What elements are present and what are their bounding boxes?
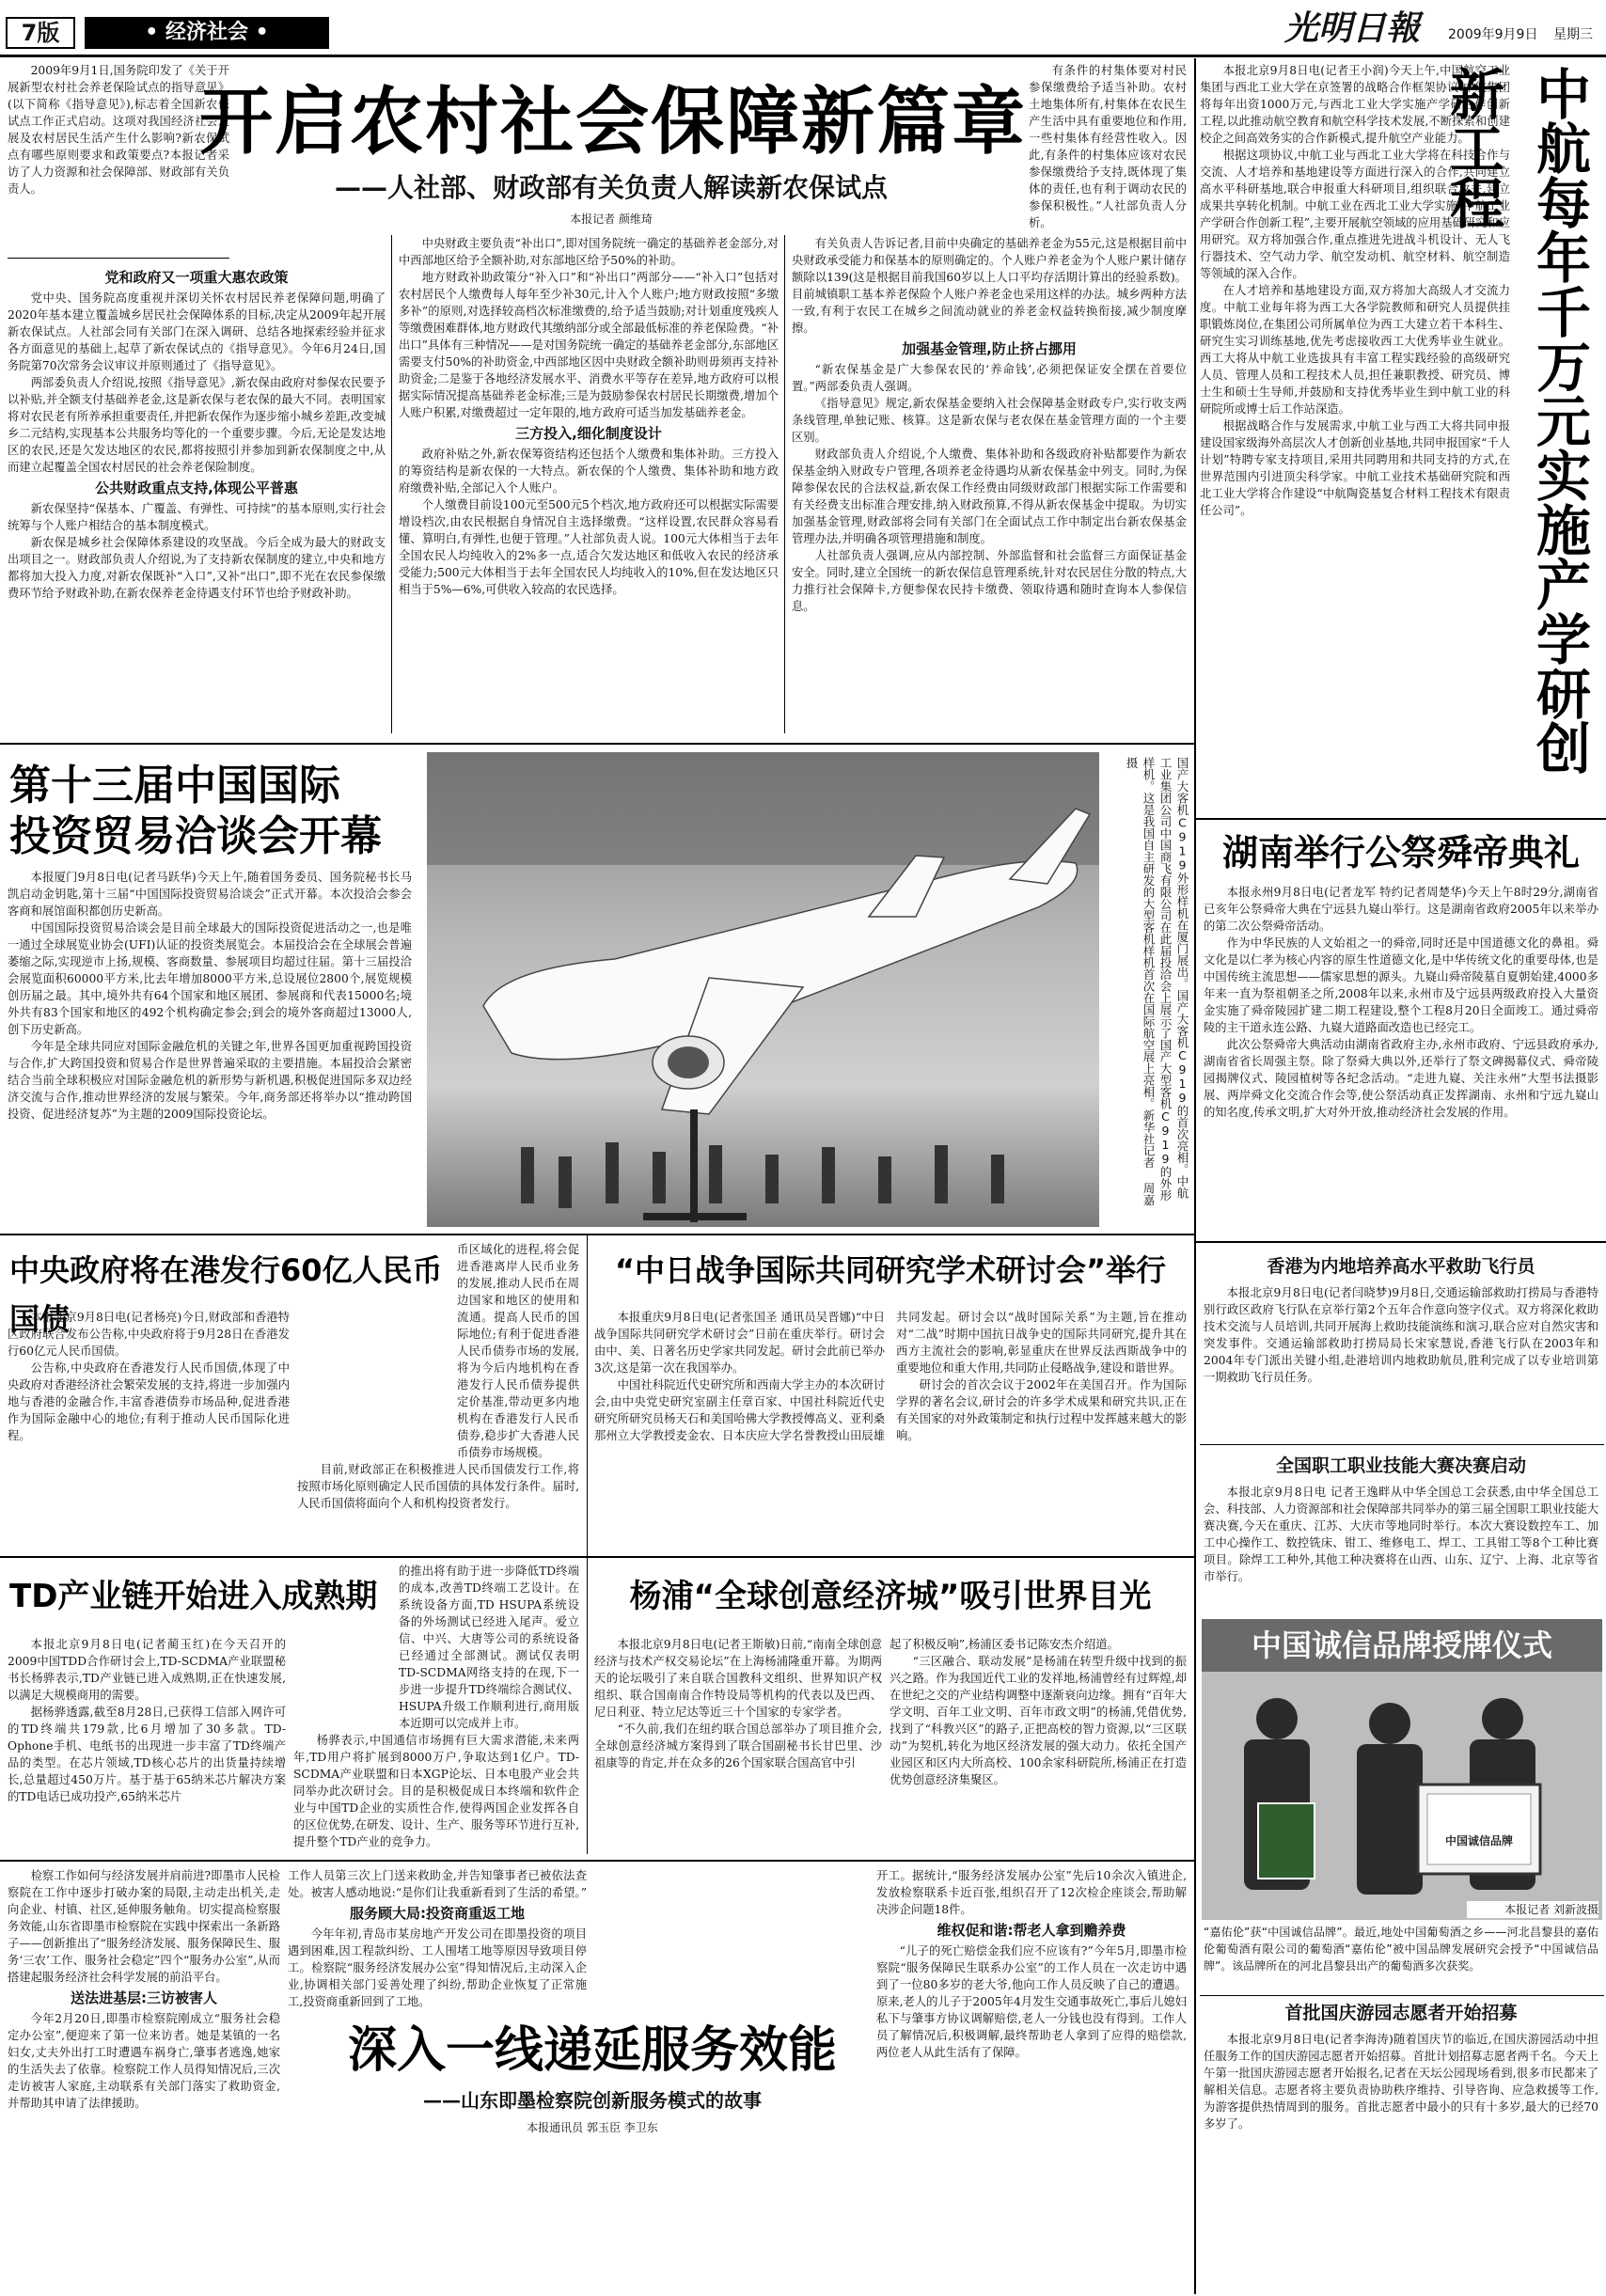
skills-para-1: 本报北京9月8日电 记者王逸畔从中华全国总工会获悉,由中华全国总工会、科技部、人力资源部和社会保障部共同举办的第三届全国职工职业技能大赛决赛,今天在重庆、江苏、大庆市等地同时举行。本次大赛设数控车工、加工中心操作工、数控铣床、钳工、维修电工、焊工、工具钳工等8个工种比赛项目。除焊工工种外,其他工种决赛将在山西、山东、辽宁、上海、北京等省市举行。 bbox=[1204, 1486, 1598, 1583]
td-body bbox=[8, 1636, 286, 1852]
lead-para-1: 党中央、国务院高度重视并深切关怀农村居民养老保障问题,明确了2020年基本建立覆盖城乡居民社会保障体系的目标,决定从2009年起开展新农保试点。人社部会同有关部门在深入调研、总结各地探索经验并征求各方面意见的基础上,起草了新农保试点的《指导意见》。今年6月24日,国务院第70次常务会议审议并原则通过了《指导意见》。 bbox=[8, 291, 386, 372]
sino-japan-para-3: 研讨会的首次会议于2002年在美国召开。作为国际学界的著名会议,研讨会的许多学术成果和研究共识,正在有关国家的对外政策制定和执行过程中发挥越来越大的影响。 bbox=[896, 1378, 1187, 1442]
lead-para-10: 有关负责人告诉记者,目前中央确定的基础养老金为55元,这是根据目前中央财政承受能力和保基本的原则确定的。个人账户养老金为个人账户累计储存额除以139(这是根据目前我国60岁以上人口平均存活期计算出的经验系数)。目前城镇职工基本养老保险个人账户养老金也采用这样的办法。城乡两种方法一致,有利于农民工在城乡之间流动就业的养老金权益转换衔接,减少制度摩擦。 bbox=[792, 237, 1187, 335]
avic-para-2: 根据这项协议,中航工业与西北工业大学将在科技合作与交流、人才培养和基地建设等方面进行深入的合作,共同建立高水平科研基地,联合申报重大科研项目,组织联合攻关,建立成果共享转化机制。中航工业在西北工业大学实施“中航工业产学研合作创新工程”,主要开展航空领域的应用基础研究和应用研究。双方将加强合作,重点推进先进战斗机设计、无人飞行器技术、空气动力学、航空发动机、航空材料、航空制造等领域的深入合作。 bbox=[1200, 149, 1510, 280]
hunan-headline: 湖南举行公祭舜帝典礼 bbox=[1221, 832, 1580, 873]
lead-para-7: 政府补贴之外,新农保筹资结构还包括个人缴费和集体补助。三方投入的筹资结构是新农保的一大特点。新农保的个人缴费、集体补助和地方政府缴费补贴,全部记入个人账户。 bbox=[399, 448, 779, 495]
sino-japan-para-2: 中国社科院近代史研究所和西南大学主办的本次研讨会,由中央党史研究室副主任章百家、中国社科院近代史研究所研究员杨天石和美国哈佛大学教授傅高义、亚利桑那州立大学教授麦金农、日本庆应大学名誉教授山田辰雄共同发起。研讨会以“战时国际关系”为主题,旨在推动对“二战”时期中国抗日战争史的国际共同研究,提升其在西方主流社会的影响,彰显重庆在世界反法西斯战争中的重要地位和重大作用,共同防止侵略战争,建设和谐世界。 bbox=[594, 1311, 1187, 1442]
jimo-byline: 本报通讯员 郭玉臣 李卫东 bbox=[395, 2117, 790, 2138]
lead-col-divider-1 bbox=[391, 235, 392, 733]
lead-subhead-4: 加强基金管理,防止挤占挪用 bbox=[902, 340, 1077, 357]
volunteer-body bbox=[1204, 2031, 1598, 2290]
lead-para-13: 财政部负责人介绍说,个人缴费、集体补助和各级政府补贴都要作为新农保基金纳入财政专户管理,各项养老金待遇均从新农保基金中列支。同时,为保障参保农民的合法权益,新农保工作经费由同级财政部门根据实际工作需要和有关经费支出标准合理安排,纳入财政预算,不得从新农保基金中提取。为切实加强基金管理,财政部将会同有关部门在全面试点工作中制定出台新农保基金管理办法,并明确各项管理措施和制度。 bbox=[792, 448, 1187, 545]
hk-flight-body bbox=[1204, 1284, 1598, 1439]
hunan-para-2: 作为中华民族的人文始祖之一的舜帝,同时还是中国道德文化的鼻祖。舜文化是以仁孝为核心内容的原生性道德文化,是中华传统文化的重要母体,也是中国传统主流思想——儒家思想的源头。九嶷山舜帝陵墓自夏朝始建,4000多年来一直为祭祖朝圣之所,2008年以来,永州市及宁远县两级政府投入大量资金实施了舜帝陵园扩建二期工程建设,整个工程8月20日全面竣工。通过舜帝陵的主干道永连公路、九嶷大道路面改造也已经完工。 bbox=[1204, 936, 1598, 1034]
trade-fair-para-3: 今年是全球共同应对国际金融危机的关键之年,世界各国更加重视跨国投资与合作,扩大跨国投资和贸易合作是世界普遍采取的主要措施。本届投洽会紧密结合当前全球积极应对国际金融危机的新形势与新机遇,积极促进国际多双边经济交流与合作,推动世界经济的发展与繁荣。今年,商务部还将举办以“推动跨国投资、促进经济复苏”为主题的2009国际投资论坛。 bbox=[8, 1040, 412, 1121]
right-divider-3 bbox=[1200, 1444, 1604, 1445]
sino-japan-headline: “中日战争国际共同研究学术研讨会”举行 bbox=[614, 1252, 1167, 1288]
lead-para-14: 人社部负责人强调,应从内部控制、外部监督和社会监督三方面保证基金安全。同时,建立全国统一的新农保信息管理系统,针对农民居住分散的特点,大力推行社会保障卡,方便参保农民持卡缴费、领取待遇和随时查询本人参保信息。 bbox=[792, 549, 1187, 613]
volunteer-title: 首批国庆游园志愿者开始招募 bbox=[1284, 2003, 1518, 2023]
td-para-1: 本报北京9月8日电(记者蔺玉红)在今天召开的2009中国TDD合作研讨会上,TD-SCDMA产业联盟秘书长杨骅表示,TD产业链已进入成熟期,正在快速发展,以满足大规模商用的需要。 bbox=[8, 1638, 286, 1702]
jimo-para-1: 检察工作如何与经济发展并肩前进?即墨市人民检察院在工作中逐步打破办案的局限,主动走出机关,走向企业、村镇、社区,延伸服务触角。切实提高检察服务效能,山东省即墨市检察院在实践中探索出一条新路子——创新推出了“服务经济发展、服务保障民生、服务‘三农’工作、服务社会稳定”四个“服务办公室”,从而搭建起服务经济社会科学发展的前沿平台。 bbox=[8, 1869, 280, 1984]
paper-name-logo: 光明日報 bbox=[1283, 8, 1420, 48]
c919-aircraft-illustration bbox=[427, 752, 1099, 1227]
hk-flight-title: 香港为内地培养高水平救助飞行员 bbox=[1267, 1256, 1535, 1277]
jimo-subtitle: ——山东即墨检察院创新服务模式的故事 bbox=[301, 2085, 884, 2115]
jimo-subhead-3: 维权促和谐:帮老人拿到赡养费 bbox=[937, 1922, 1126, 1939]
lead-subhead-2: 公共财政重点支持,体现公平普惠 bbox=[95, 480, 298, 496]
lead-intro bbox=[8, 62, 229, 255]
page-number-badge: 7版 bbox=[6, 17, 75, 49]
mid-divider-1 bbox=[587, 1234, 588, 1854]
lead-para-5: 中央财政主要负责“补出口”,即对国务院统一确定的基础养老金部分,对中西部地区给予全额补助,对东部地区给予50%的补助。 bbox=[399, 237, 779, 267]
integrity-plaque-text: 中国诚信品牌 bbox=[1444, 1834, 1513, 1848]
yangpu-para-1: 本报北京9月8日电(记者王斯敏)日前,“南南全球创意经济与技术产权交易论坛”在上海杨浦隆重开幕。为期两天的论坛吸引了来自联合国教科文组织、世界知识产权组织、联合国南南合作特设局等机构的代表以及巴西、尼日利亚、特立尼达等近三十个国家的专家学者。 bbox=[594, 1638, 882, 1719]
yangpu-col-2 bbox=[890, 1636, 1187, 1852]
rmb-bonds-para-2: 公告称,中央政府在香港发行人民币国债,体现了中央政府对香港经济社会繁荣发展的支持,将进一步加强内地与香港的金融合作,丰富香港债券市场品种,促进香港作为国际金融中心的地位;有利于推动人民币国际化进程。 bbox=[8, 1361, 290, 1442]
c919-photo-caption: 国产大客机C919外形样机在厦门展出。国产大客机C919的首次亮相。中航工业集团公司中国商飞有限公司在此届投洽会上展示了国产大型客机C919的外形样机。这是我国自主研发的大型客机样机首次在国际航空展上亮相。新华社记者 周嘉摄 bbox=[1125, 757, 1189, 1206]
section-rule-right-1 bbox=[1196, 818, 1606, 820]
issue-weekday: 星期三 bbox=[1553, 27, 1593, 42]
right-column-divider-top bbox=[1194, 58, 1196, 818]
td-para-3: 的推出将有助于进一步降低TD终端的成本,改善TD终端工艺设计。在系统设备方面,TD HSUPA系统设备的外场测试已经进入尾声。爱立信、中兴、大唐等公司的系统设备已经通过全部测试。测试仅表明TD-SCDMA网络支持的在现,下一步进一步提升TD终端综合测试仪、HSUPA升级工作顺利进行,商用版本近期可以完成并上市。 bbox=[399, 1565, 579, 1730]
avic-para-3: 在人才培养和基地建设方面,双方将加大高级人才交流力度。中航工业每年将为西工大各学院教师和研究人员提供挂职锻炼岗位,在集团公司所属单位为西工大建立若干本科生、研究生实习训练基地,优先考虑接收西工大优秀毕业生就业。西工大将从中航工业选拔具有丰富工程实践经验的高级研究人员、管理人员和工程技术人员,担任兼职教授、研究员、博士生和硕士生导师,并鼓励和支持优秀毕业生到中航工业的科研院所或博士后工作站深造。 bbox=[1200, 284, 1510, 416]
masthead bbox=[0, 0, 1606, 58]
lead-para-3: 新农保坚持“保基本、广覆盖、有弹性、可持续”的基本原则,实行社会统筹与个人账户相结合的基本制度模式。 bbox=[8, 502, 386, 532]
hunan-para-3: 此次公祭舜帝大典活动由湖南省政府主办,永州市政府、宁远县政府承办,湖南省省长周强主祭。除了祭舜大典以外,还举行了祭文碑揭幕仪式、舜帝陵园揭牌仪式、陵园植树等各纪念活动。“走进九嶷、关注永州”大型书法摄影展、两岸舜文化交流合作会等,使公祭活动真正发挥湖南、永州和宁远九嶷山的知名度,传承文明,扩大对外开放,推动经济社会发展的作用。 bbox=[1204, 1038, 1598, 1119]
skills-body bbox=[1204, 1484, 1598, 1613]
yangpu-body bbox=[594, 1636, 882, 1852]
lead-para-12: 《指导意见》规定,新农保基金要纳入社会保障基金财政专户,实行收支两条线管理,单独记账、核算。这是新农保与老农保在基金管理方面的一个主要区别。 bbox=[792, 397, 1187, 444]
jimo-subhead-1: 送法进基层:三访被害人 bbox=[71, 1989, 217, 2006]
integrity-caption: “嘉佑伦”获“中国诚信品牌”。最近,地处中国葡萄酒之乡——河北昌黎县的嘉佑伦葡萄酒有限公司的葡萄酒“嘉佑伦”被中国品牌发展研究会授予“中国诚信品牌”。该品牌所在的河北昌黎县出产的葡萄酒多次获奖。 bbox=[1204, 1926, 1598, 1973]
td-para-2: 据杨骅透露,截至8月28日,已获得工信部入网许可的TD终端共179款,比6月增加了30多款。TD-Ophone手机、电纸书的出现进一步丰富了TD终端产品的类型。在芯片领域,TD核心芯片的出货量持续增长,总量超过450万片。基于基于65纳米芯片解决方案的TD电话已成功投产,65纳米芯片 bbox=[8, 1706, 286, 1803]
masthead-rule bbox=[0, 55, 1606, 57]
td-col-2 bbox=[293, 1563, 579, 1852]
right-column-divider-bottom bbox=[1194, 1824, 1196, 2294]
lead-headline: 开启农村社会保障新篇章 bbox=[199, 80, 1028, 165]
lead-byline: 本报记者 颜维琦 bbox=[570, 212, 653, 226]
rmb-bonds-headline: 中央政府将在港发行60亿人民币国债 bbox=[9, 1252, 443, 1337]
trade-fair-para-2: 中国国际投资贸易洽谈会是目前全球最大的国际投资促进活动之一,也是唯一通过全球展览业协会(UFI)认证的投资类展览会。本届投洽会在全球展会普遍萎缩之际,实现逆市上扬,规模、客商数量、参展项目均超过往届。第十三届投洽会展览面积60000平方米,比去年增加8000平方米,总设展位2800个,展览规模创历届之最。其中,境外共有64个国家和地区展团、参展商和代表15000名;境外共有83个国家和地区的492个机构确定参会;到会的境外客商超过13000人,创下历史新高。 bbox=[8, 921, 412, 1036]
lead-col-1 bbox=[8, 265, 386, 735]
hunan-body bbox=[1204, 884, 1598, 1222]
yangpu-para-2: “不久前,我们在纽约联合国总部举办了项目推介会,全球创意经济城方案得到了联合国副秘书长甘巴里、沙祖康等的肯定,并在众多的26个国家联合国高官中引 bbox=[594, 1722, 882, 1769]
hunan-para-1: 本报永州9月8日电(记者龙军 特约记者周楚华)今天上午8时29分,湖南省已亥年公祭舜帝大典在宁远县九嶷山举行。这是湖南省政府2005年以来举办的第二次公祭舜帝活动。 bbox=[1204, 886, 1598, 933]
avic-para-4: 根据战略合作与发展需求,中航工业与西工大将共同申报建设国家级海外高层次人才创新创业基地,共同申报国家“千人计划”特聘专家支持项目,采用共同聘用和共同支持的方式,在世界范围内引进顶尖科学家。中航工业技术基础研究院和西北工业大学将合作建设“中航陶瓷基复合材料工程技术有限责任公司”。 bbox=[1200, 419, 1510, 517]
lead-para-4: 新农保是城乡社会保障体系建设的攻坚战。今后全成为最大的财政支出项目之一。财政部负责人介绍说,为了支持新农保制度的建立,中央和地方都将加大投入力度,对新农保既补“入口”,又补“出口”,即不光在农民参保缴费环节给予财政补助,在新农保养老金待遇支付环节也给予财政补助。 bbox=[8, 536, 386, 600]
lead-intro-text: 2009年9月1日,国务院印发了《关于开展新型农村社会养老保险试点的指导意见》(以下简称《指导意见》),标志着全国新农保试点工作正式启动。这项对我国经济社会发展及农村居民生活产生什么影响?新农保试点有哪些原则要求和政策要点?本报记者采访了人力资源和社会保障部、财政部有关负责人。 bbox=[8, 64, 229, 196]
jimo-headline: 深入一线递延服务效能 bbox=[282, 2018, 903, 2084]
c919-photo bbox=[427, 752, 1099, 1227]
section-rule-right-2 bbox=[1196, 1241, 1606, 1243]
section-rule-2 bbox=[0, 1234, 1194, 1235]
volunteer-para-1: 本报北京9月8日电(记者李海涛)随着国庆节的临近,在国庆游园活动中担任服务工作的国庆游园志愿者开始招募。首批计划招募志愿者两千名。今天上午第一批国庆游园志愿者开始报名,记者在天坛公园现场看到,很多市民都来了解相关信息。志愿者将主要负责协助秩序维持、引导咨询、应急救援等工作,为游客提供热情周到的服务。首批志愿者中最小的只有十多岁,最大的已经70多岁了。 bbox=[1204, 2033, 1598, 2131]
avic-headline: 中航每年千万元实施产学研创新工程 bbox=[1441, 66, 1591, 775]
section-rule-4 bbox=[0, 1860, 1194, 1862]
integrity-photo-people bbox=[1202, 1672, 1602, 1920]
lead-subhead-1: 党和政府又一项重大惠农政策 bbox=[104, 269, 289, 286]
lead-para-6: 地方财政补助政策分“补入口”和“补出口”两部分——“补入口”包括对农村居民个人缴费每人每年至少补30元,计入个人账户;地方财政按照“多缴多补”的原则,对选择较高档次标准缴费的,给予适当鼓励;对计划重度残疾人等缴费困难群体,地方财政代其缴纳部分或全部最低标准的养老保险费。“补出口”具体有三种情况——是对国务院统一确定的基础养老金部分,东部地区需要支付50%的补助资金,中西部地区因中央财政全额补助则毋须再支持补助资金;二是鉴于各地经济发展水平、消费水平等存在差异,地方政府可以根据实际情况提高基础养老金标准;三是为鼓励参保农村居民长期缴费,增加个人账户积累,对缴费超过一定年限的,地方政府可适当加发基础养老金。 bbox=[399, 271, 779, 419]
yangpu-headline: 杨浦“全球创意经济城”吸引世界目光 bbox=[629, 1578, 1152, 1615]
rmb-bonds-col-2 bbox=[297, 1241, 579, 1547]
trade-fair-headline-1: 第十三届中国国际 bbox=[9, 762, 340, 810]
lead-col-divider-2 bbox=[784, 235, 785, 733]
lead-col-2 bbox=[399, 235, 779, 735]
issue-date: 2009年9月9日 bbox=[1448, 27, 1538, 42]
rmb-bonds-body bbox=[8, 1309, 290, 1549]
lead-para-8: 个人缴费目前设100元至500元5个档次,地方政府还可以根据实际需要增设档次,由农民根据自身情况自主选择缴费。“这样设置,农民群众容易看懂、算明白,有弹性,也便于管理。”人社部负责人说。100元大体相当于去年全国农民人均纯收入的2%多一点,适合欠发达地区和低收入农民的经济承受能力;500元大体相当于去年全国农民人均纯收入的10%,但在发达地区只相当于5%—6%,可供收入较高的农民选择。 bbox=[399, 498, 779, 596]
skills-title: 全国职工职业技能大赛决赛启动 bbox=[1275, 1455, 1526, 1476]
lead-intro-divider bbox=[8, 258, 229, 259]
jimo-para-5: 开工。据统计,“服务经济发展办公室”先后10余次入镇进企,发放检察联系卡近百张,组织召开了12次检企座谈会,帮助解决涉企问题18件。 bbox=[876, 1869, 1187, 1916]
rmb-bonds-para-3: 币区域化的进程,将会促进香港离岸人民币业务的发展,推动人民币在周边国家和地区的使用和流通。提高人民币的国际地位;有利于促进香港人民币债券市场的发展,将为今后内地机构在香港发行人民币债券提供定价基准,带动更多内地机构在香港发行人民币债券,稳步扩大香港人民币债券市场规模。 bbox=[457, 1243, 579, 1459]
trade-fair-para-1: 本报厦门9月8日电(记者马跃华)今天上午,随着国务委员、国务院秘书长马凯启动金钥匙,第十三届“中国国际投资贸易洽谈会”正式开幕。本次投洽会参会客商和展馆面积都创历史新高。 bbox=[8, 871, 412, 918]
lead-para-2: 两部委负责人介绍说,按照《指导意见》,新农保由政府对参保农民要予以补贴,并全额支付基础养老金,这是新农保与老农保的最大不同。表明国家将对农民老有所养承担重要责任,并把新农保作为逐步缩小城乡差距,改变城乡二元结构,实现基本公共服务均等化的一个重要步骤。今后,无论是发达地区的农民,还是欠发达地区的农民,都将按照引并参加到新农保制度之中,从而建立起覆盖全国农村居民的社会养老保险制度。 bbox=[8, 376, 386, 474]
sino-japan-para-1: 本报重庆9月8日电(记者张国圣 通讯员吴晋娜)“中日战争国际共同研究学术研讨会”日前在重庆举行。研讨会由中、美、日著名历史学家共同发起。研讨会此前已举办3次,这是第一次在我国举办。 bbox=[594, 1311, 885, 1375]
trade-fair-body bbox=[8, 869, 412, 1219]
jimo-para-6: “儿子的死亡赔偿金我们应不应该有?”今年5月,即墨市检察院“服务保障民生联系办公室”的工作人员在一次走访中遇到了一位80多岁的老大爷,他向工作人员反映了自己的遭遇。原来,老人的儿子于2005年4月发生交通事故死亡,事后儿媳妇私下与肇事方协议调解赔偿,老人一分钱也没有得到。工作人员了解情况后,积极调解,最终帮助老人拿到了应得的赔偿款,两位老人从此生活有了保障。 bbox=[876, 1944, 1187, 2059]
rmb-bonds-para-1: 本报北京9月8日电(记者杨亮)今日,财政部和香港特区政府联合发布公告称,中央政府将于9月28日在香港发行60亿元人民币国债。 bbox=[8, 1311, 290, 1358]
yangpu-para-3: 起了积极反响”,杨浦区委书记陈安杰介绍道。 bbox=[890, 1638, 1119, 1651]
td-para-4: 杨骅表示,中国通信市场拥有巨大需求潜能,未来两年,TD用户将扩展到8000万户,争取达到1亿户。TD-SCDMA产业联盟和日本XGP论坛、日本电股产业会共同举办此次研讨会。目的是积极促成日本终端和软件企业与中国TD企业的实质性合作,使得两国企业发挥各自的区位优势,在研发、设计、生产、服务等环节进行互补,提升整个TD产业的竞争力。 bbox=[293, 1734, 579, 1848]
lead-subhead-3: 三方投入,细化制度设计 bbox=[515, 425, 662, 442]
lead-col-3 bbox=[792, 235, 1187, 735]
lead-para-11: “新农保基金是广大参保农民的‘养命钱’,必须把保证安全摆在首要位置。”两部委负责人强调。 bbox=[792, 363, 1187, 393]
jimo-col-3 bbox=[876, 1867, 1187, 2290]
hk-flight-para-1: 本报北京9月8日电(记者闫晓梦)9月8日,交通运输部救助打捞局与香港特别行政区政府飞行队在京举行第2个五年合作意向签字仪式。双方将深化救助技术交流与人员培训,共同开展海上救助技能演练和演习,联合应对自然灾害和突发事件。交通运输部救助打捞局局长宋家慧说,香港飞行队在2003年和2004年专门派出关键小组,赴港培训内地救助航员,胜利完成了以专业培训第一期救助飞行员任务。 bbox=[1204, 1286, 1598, 1384]
lead-subtitle: ——人社部、财政部有关负责人解读新农保试点 bbox=[334, 172, 888, 203]
jimo-para-4: 今年年初,青岛市某房地产开发公司在即墨投资的项目遇到困难,因工程款纠纷、工人围堵工地等原因导致项目停工。检察院“服务经济发展办公室”得知情况后,主动深入企业,协调相关部门妥善处理了纠纷,帮助企业恢复了正常施工,投资商重新回到了工地。 bbox=[288, 1927, 587, 2008]
trade-fair-headline-2: 投资贸易洽谈会开幕 bbox=[9, 812, 382, 860]
lead-col-3a bbox=[1029, 62, 1187, 231]
jimo-para-2: 今年2月20日,即墨市检察院刚成立“服务社会稳定办公室”,便迎来了第一位来访者。她是某镇的一名妇女,丈夫外出打工时遭遇车祸身亡,肇事者逃逸,她家的生活失去了依靠。检察院工作人员得知情况后,三次走访被害人家庭,主动联系有关部门落实了救助资金,并帮助其申请了法律援助。 bbox=[8, 2012, 280, 2110]
rmb-bonds-para-4: 目前,财政部正在积极推进人民币国债发行工作,将按照市场化原则确定人民币国债的具体发行条件。届时,人民币国债将面向个人和机构投资者发行。 bbox=[297, 1463, 579, 1510]
integrity-photo bbox=[1202, 1619, 1602, 1920]
td-headline: TD产业链开始进入成熟期 bbox=[9, 1578, 378, 1615]
section-rule-1 bbox=[0, 743, 1194, 745]
right-column-divider-mid bbox=[1194, 818, 1196, 1824]
lead-para-9: 有条件的村集体要对村民参保缴费给予适当补助。农村土地集体所有,村集体在农民生产生活中具有重要地位和作用,一些村集体有经营性收入。因此,有条件的村集体应该对农民参保缴费给予支持,既体现了集体的责任,也有利于调动农民的参保积极性。”人社部负责人分析。 bbox=[1029, 64, 1187, 229]
right-divider-4 bbox=[1200, 1995, 1604, 1996]
avic-para-1: 本报北京9月8日电(记者王小润)今天上午,中国航空工业集团与西北工业大学在京签署的战略合作框架协议:中航集团将每年出资1000万元,与西北工业大学实施产学研合作创新工程,以此推动航空教育和航空科学技术发展,不断探索和创建校企之间高效务实的合作新模式,提升航空产业能力。 bbox=[1200, 64, 1510, 145]
jimo-col-1 bbox=[8, 1867, 280, 2290]
section-rule-3 bbox=[0, 1556, 1194, 1558]
section-tag: • 经济社会 • bbox=[85, 17, 329, 49]
integrity-photo-banner: 中国诚信品牌授牌仪式 bbox=[1202, 1619, 1602, 1672]
yangpu-para-4: “三区融合、联动发展”是杨浦在转型升级中找到的振兴之路。作为我国近代工业的发祥地,杨浦曾经有过辉煌,却在世纪之交的产业结构调整中逐渐衰向边缘。拥有“百年大学文明、百年工业文明、百年市政文明”的杨浦,凭借优势,找到了“科教兴区”的路子,正把高校的智力资源,以“三区联动”为契机,转化为地区经济发展的强大动力。依托全国产业园区和区内大所高校、100余家科研院所,杨浦正在打造优势创意经济集聚区。 bbox=[890, 1655, 1187, 1786]
jimo-para-3: 工作人员第三次上门送来救助金,并告知肇事者已被依法查处。被害人感动地说:“是你们让我重新看到了生活的希望。” bbox=[288, 1869, 587, 1899]
jimo-subhead-2: 服务顾大局:投资商重返工地 bbox=[350, 1905, 525, 1922]
integrity-photo-credit: 本报记者 刘新波摄 bbox=[1467, 1901, 1598, 1918]
sino-japan-body bbox=[594, 1309, 1187, 1549]
